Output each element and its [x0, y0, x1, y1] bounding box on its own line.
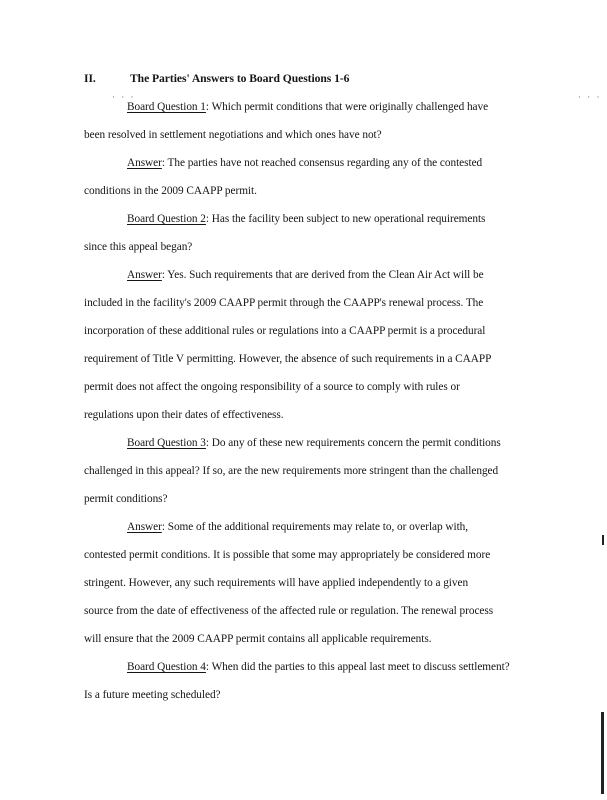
board-question-3-line-2: challenged in this appeal? If so, are the new requirements more stringent than the challenged: [84, 465, 499, 477]
scan-speckles-right: · · ·: [578, 92, 602, 102]
answer-2-line-3: incorporation of these additional rules or regulations into a CAAPP permit is a procedural: [84, 325, 486, 337]
answer-2-line-2: included in the facility's 2009 CAAPP permit through the CAAPP's renewal process. The: [84, 297, 484, 309]
board-question-4-line-2: Is a future meeting scheduled?: [84, 689, 221, 701]
board-question-4-line-1: Board Question 4: When did the parties to this appeal last meet to discuss settlement?: [127, 661, 510, 673]
board-question-3-line-3: permit conditions?: [84, 493, 168, 505]
board-question-2-line-2: since this appeal began?: [84, 241, 193, 253]
answer-1-line-2: conditions in the 2009 CAAPP permit.: [84, 185, 257, 197]
answer-3-line-2: contested permit conditions. It is possible that some may appropriately be considered more: [84, 549, 491, 561]
question-label: Board Question 2: [127, 213, 206, 225]
answer-3-line-1: Answer: Some of the additional requirements may relate to, or overlap with,: [127, 521, 469, 533]
board-question-1-line-2: been resolved in settlement negotiations and which ones have not?: [84, 129, 382, 141]
answer-2-line-4: requirement of Title V permitting. However, the absence of such requirements in a CAAPP: [84, 353, 492, 365]
answer-2-line-5: permit does not affect the ongoing responsibility of a source to comply with rules or: [84, 381, 460, 393]
board-question-1-line-1: Board Question 1: Which permit conditions that were originally challenged have: [127, 101, 489, 113]
answer-label: Answer: [127, 157, 162, 169]
question-label: Board Question 1: [127, 101, 206, 113]
answer-2-line-6: regulations upon their dates of effectiveness.: [84, 409, 284, 421]
answer-label: Answer: [127, 269, 162, 281]
answer-3-line-4: source from the date of effectiveness of the affected rule or regulation. The renewal process: [84, 605, 494, 617]
scan-edge-mark: [602, 535, 604, 545]
scan-speckles-top: · · ·: [112, 92, 136, 102]
board-question-3-line-1: Board Question 3: Do any of these new requirements concern the permit conditions: [127, 437, 501, 449]
answer-label: Answer: [127, 521, 162, 533]
section-number: II.: [84, 72, 96, 85]
answer-3-line-3: stringent. However, any such requirements will have applied independently to a given: [84, 577, 469, 589]
section-title: The Parties' Answers to Board Questions 1-6: [130, 72, 350, 85]
board-question-2-line-1: Board Question 2: Has the facility been subject to new operational requirements: [127, 213, 486, 225]
question-label: Board Question 4: [127, 661, 206, 673]
answer-2-line-1: Answer: Yes. Such requirements that are derived from the Clean Air Act will be: [127, 269, 484, 281]
question-label: Board Question 3: [127, 437, 206, 449]
answer-3-line-5: will ensure that the 2009 CAAPP permit contains all applicable requirements.: [84, 633, 432, 645]
scan-edge-bar: [601, 712, 604, 794]
answer-1-line-1: Answer: The parties have not reached consensus regarding any of the contested: [127, 157, 483, 169]
